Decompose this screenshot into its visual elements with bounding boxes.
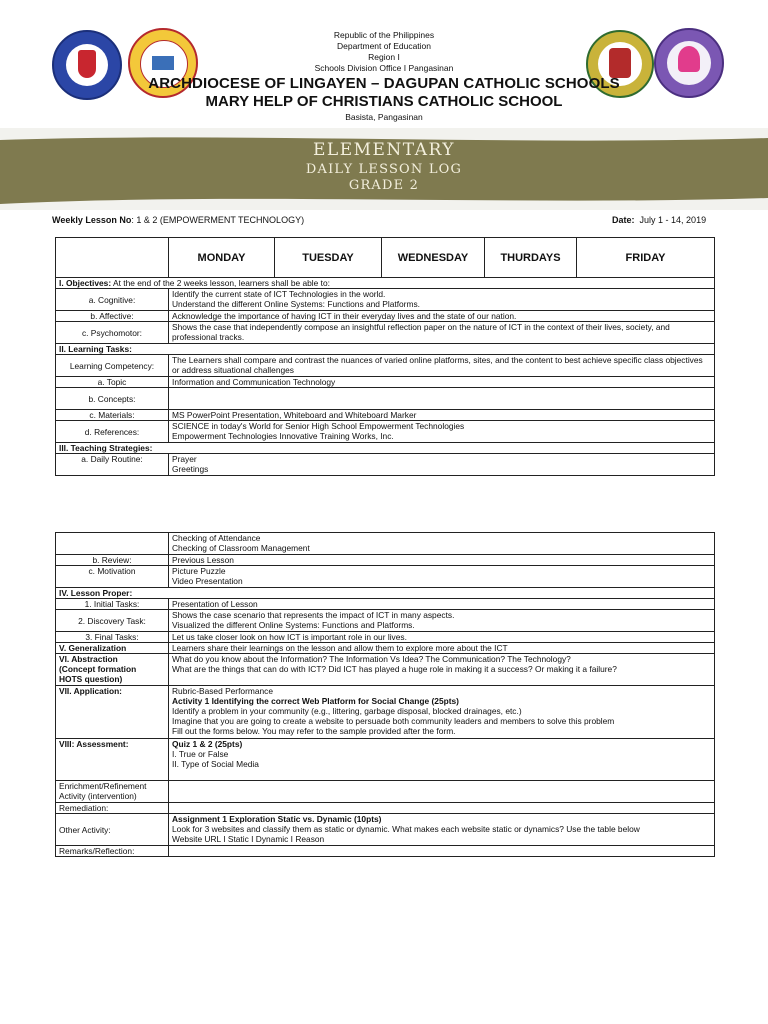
assessment-line-1: Quiz 1 & 2 (25pts) bbox=[172, 739, 243, 749]
materials-row bbox=[56, 410, 715, 421]
routine-content bbox=[169, 454, 715, 476]
header-republic: Republic of the Philippines bbox=[333, 30, 435, 40]
cognitive-line-2: Understand the different Online Systems: Functions and Platforms. bbox=[172, 299, 420, 309]
generalization-content: Learners share their learnings on the lesson and allow them to explore more about the ICT bbox=[169, 643, 715, 654]
remediation-row bbox=[56, 803, 715, 814]
references-line-2: Empowerment Technologies Innovative Training Works, Inc. bbox=[172, 431, 394, 441]
application-content bbox=[169, 686, 715, 739]
concepts-label: b. Concepts: bbox=[56, 388, 169, 410]
attendance-line-2: Checking of Classroom Management bbox=[172, 543, 310, 553]
other-activity-line-1: Assignment 1 Exploration Static vs. Dynamic (10pts) bbox=[172, 814, 382, 824]
topic-label: a. Topic bbox=[56, 377, 169, 388]
cognitive-row bbox=[56, 289, 715, 311]
application-line-5: Fill out the forms below. You may refer to the sample provided after the form. bbox=[172, 726, 456, 736]
affective-content: Acknowledge the importance of having ICT in their everyday lives and the state of our nation. bbox=[169, 311, 715, 322]
abstraction-line-2: What are the things that can do with ICT? Did ICT has played a huge role in making it a success? Or making it a failure? bbox=[172, 664, 617, 674]
abstraction-label-2: (Concept formation bbox=[59, 664, 137, 674]
final-tasks-row bbox=[56, 632, 715, 643]
routine-line-2: Greetings bbox=[172, 464, 209, 474]
assessment-label: VIII: Assessment: bbox=[56, 739, 169, 781]
remarks-content bbox=[169, 846, 715, 857]
remarks-row bbox=[56, 846, 715, 857]
cognitive-label: a. Cognitive: bbox=[56, 289, 169, 311]
objectives-cell bbox=[56, 278, 715, 289]
discovery-row bbox=[56, 610, 715, 632]
date-line bbox=[612, 215, 706, 225]
application-line-2: Activity 1 Identifying the correct Web Platform for Social Change (25pts) bbox=[172, 696, 459, 706]
other-activity-row bbox=[56, 814, 715, 846]
application-line-4: Imagine that you are going to create a website to persuade both community leaders and members to solve this problem bbox=[172, 716, 615, 726]
weekly-lesson-value: : 1 & 2 (EMPOWERMENT TECHNOLOGY) bbox=[131, 215, 305, 225]
application-line-1: Rubric-Based Performance bbox=[172, 686, 274, 696]
motivation-line-2: Video Presentation bbox=[172, 576, 243, 586]
references-label: d. References: bbox=[56, 421, 169, 443]
competency-row bbox=[56, 355, 715, 377]
initial-tasks-label: 1. Initial Tasks: bbox=[56, 599, 169, 610]
attendance-label bbox=[56, 533, 169, 555]
concepts-content bbox=[169, 388, 715, 410]
review-label: b. Review: bbox=[56, 555, 169, 566]
abstraction-row bbox=[56, 654, 715, 686]
header-division: Schools Division Office I Pangasinan bbox=[314, 63, 454, 73]
objectives-intro: At the end of the 2 weeks lesson, learners shall be able to: bbox=[111, 278, 330, 288]
generalization-label: V. Generalization bbox=[56, 643, 169, 654]
strategies-row bbox=[56, 443, 715, 454]
other-activity-line-3: Website URL I Static I Dynamic I Reason bbox=[172, 834, 325, 844]
routine-row bbox=[56, 454, 715, 476]
weekly-lesson-line bbox=[52, 215, 304, 225]
discovery-line-2: Visualized the different Online Systems: Functions and Platforms. bbox=[172, 620, 415, 630]
topic-row bbox=[56, 377, 715, 388]
header-department: Department of Education bbox=[336, 41, 432, 51]
abstraction-content bbox=[169, 654, 715, 686]
day-header-blank bbox=[56, 238, 169, 278]
school-org-title: ARCHDIOCESE OF LINGAYEN – DAGUPAN CATHOLIC SCHOOLS bbox=[148, 75, 620, 92]
competency-content: The Learners shall compare and contrast the nuances of varied online platforms, sites, and the content to best achieve specific class objectives or address situational challenges bbox=[169, 355, 715, 377]
assessment-content bbox=[169, 739, 715, 781]
banner-level: ELEMENTARY bbox=[313, 140, 455, 160]
concepts-row bbox=[56, 388, 715, 410]
motivation-label: c. Motivation bbox=[56, 566, 169, 588]
banner-grade: GRADE 2 bbox=[348, 178, 420, 193]
enrichment-row bbox=[56, 781, 715, 803]
references-row bbox=[56, 421, 715, 443]
lesson-log-table-2 bbox=[55, 532, 715, 857]
attendance-row bbox=[56, 533, 715, 555]
enrichment-content bbox=[169, 781, 715, 803]
header-region: Region I bbox=[368, 52, 400, 62]
weekly-lesson-label: Weekly Lesson No bbox=[52, 215, 132, 225]
materials-content: MS PowerPoint Presentation, Whiteboard and Whiteboard Marker bbox=[169, 410, 715, 421]
learning-tasks-row bbox=[56, 344, 715, 355]
review-row bbox=[56, 555, 715, 566]
banner-title: DAILY LESSON LOG bbox=[305, 162, 463, 177]
competency-label: Learning Competency: bbox=[56, 355, 169, 377]
cognitive-line-1: Identify the current state of ICT Technologies in the world. bbox=[172, 289, 386, 299]
references-content bbox=[169, 421, 715, 443]
psychomotor-content: Shows the case that independently compose an insightful reflection paper on the nature of ICT in the context of their lives, society, and professional tracks. bbox=[169, 322, 715, 344]
school-name-title: MARY HELP OF CHRISTIANS CATHOLIC SCHOOL bbox=[205, 93, 563, 110]
affective-row bbox=[56, 311, 715, 322]
cognitive-content bbox=[169, 289, 715, 311]
references-line-1: SCIENCE in today's World for Senior High School Empowerment Technologies bbox=[172, 421, 465, 431]
date-value: July 1 - 14, 2019 bbox=[639, 215, 707, 225]
lesson-log-table-1 bbox=[55, 237, 715, 476]
discovery-content bbox=[169, 610, 715, 632]
day-friday: FRIDAY bbox=[577, 238, 715, 278]
date-label: Date: bbox=[612, 215, 635, 225]
objectives-row bbox=[56, 278, 715, 289]
abstraction-label bbox=[56, 654, 169, 686]
remediation-label: Remediation: bbox=[56, 803, 169, 814]
final-tasks-content: Let us take closer look on how ICT is important role in our lives. bbox=[169, 632, 715, 643]
affective-label: b. Affective: bbox=[56, 311, 169, 322]
motivation-content bbox=[169, 566, 715, 588]
remarks-label: Remarks/Reflection: bbox=[56, 846, 169, 857]
attendance-content bbox=[169, 533, 715, 555]
enrichment-label-1: Enrichment/Refinement bbox=[59, 781, 147, 791]
assessment-line-3: II. Type of Social Media bbox=[172, 759, 259, 769]
application-row bbox=[56, 686, 715, 739]
abstraction-label-1: VI. Abstraction bbox=[59, 654, 118, 664]
application-label: VII. Application: bbox=[56, 686, 169, 739]
generalization-row bbox=[56, 643, 715, 654]
materials-label: c. Materials: bbox=[56, 410, 169, 421]
strategies-title: III. Teaching Strategies: bbox=[56, 443, 715, 454]
discovery-line-1: Shows the case scenario that represents the impact of ICT in many aspects. bbox=[172, 610, 455, 620]
enrichment-label-2: Activity (intervention) bbox=[59, 791, 137, 801]
lesson-proper-row bbox=[56, 588, 715, 599]
learning-tasks-title: II. Learning Tasks: bbox=[56, 344, 715, 355]
other-activity-content bbox=[169, 814, 715, 846]
day-wednesday: WEDNESDAY bbox=[382, 238, 485, 278]
assessment-line-2: I. True or False bbox=[172, 749, 229, 759]
day-monday: MONDAY bbox=[169, 238, 275, 278]
enrichment-label bbox=[56, 781, 169, 803]
day-tuesday: TUESDAY bbox=[275, 238, 382, 278]
final-tasks-label: 3. Final Tasks: bbox=[56, 632, 169, 643]
motivation-line-1: Picture Puzzle bbox=[172, 566, 226, 576]
title-banner bbox=[0, 128, 768, 210]
psychomotor-label: c. Psychomotor: bbox=[56, 322, 169, 344]
abstraction-line-1: What do you know about the Information? The Information Vs Idea? The Communication? The Technology? bbox=[172, 654, 571, 664]
routine-line-1: Prayer bbox=[172, 454, 197, 464]
topic-content: Information and Communication Technology bbox=[169, 377, 715, 388]
initial-tasks-content: Presentation of Lesson bbox=[169, 599, 715, 610]
objectives-title: I. Objectives: bbox=[59, 278, 112, 288]
other-activity-label: Other Activity: bbox=[56, 814, 169, 846]
psychomotor-row bbox=[56, 322, 715, 344]
school-location: Basista, Pangasinan bbox=[345, 112, 423, 122]
abstraction-label-3: HOTS question) bbox=[59, 674, 123, 684]
attendance-line-1: Checking of Attendance bbox=[172, 533, 261, 543]
routine-label: a. Daily Routine: bbox=[56, 454, 169, 476]
application-line-3: Identify a problem in your community (e.g., littering, garbage disposal, blocked drainages, etc.) bbox=[172, 706, 522, 716]
review-content: Previous Lesson bbox=[169, 555, 715, 566]
discovery-label: 2. Discovery Task: bbox=[56, 610, 169, 632]
day-thursday: THURDAYS bbox=[485, 238, 577, 278]
motivation-row bbox=[56, 566, 715, 588]
assessment-row bbox=[56, 739, 715, 781]
initial-tasks-row bbox=[56, 599, 715, 610]
lesson-proper-title: IV. Lesson Proper: bbox=[56, 588, 715, 599]
remediation-content bbox=[169, 803, 715, 814]
other-activity-line-2: Look for 3 websites and classify them as static or dynamic. What makes each website static or dynamics? Use the table below bbox=[172, 824, 640, 834]
day-header-row bbox=[56, 238, 715, 278]
